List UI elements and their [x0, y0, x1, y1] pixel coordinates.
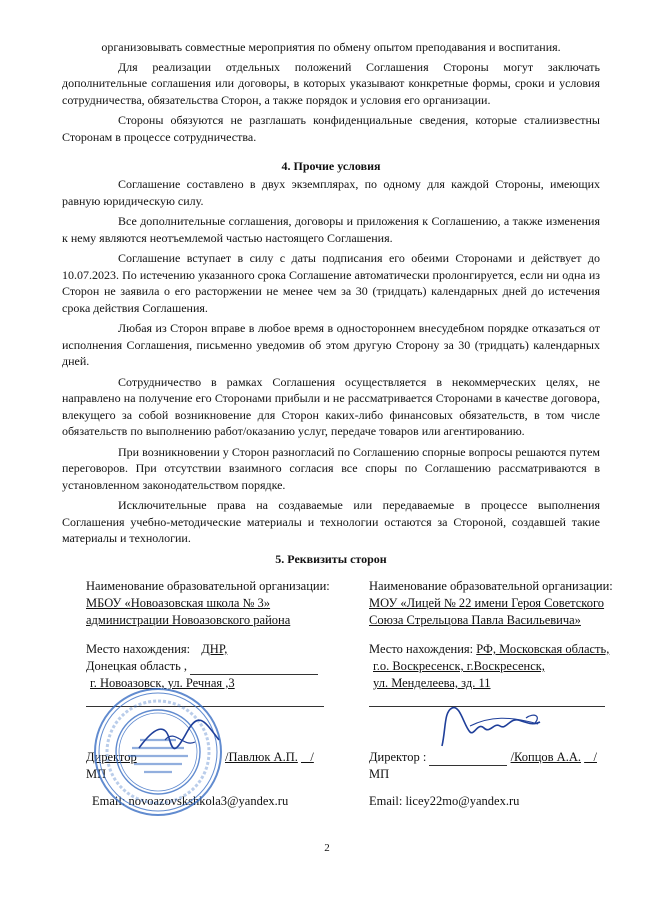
- blank-line: [369, 692, 605, 707]
- section-4-paragraph: Любая из Сторон вправе в любое время в одностороннем внесудебном порядке отказаться от исполнения Соглашения, письменно уведомив об этом другую Сторону за 30 (тридцать) календарных дней.: [62, 321, 600, 368]
- section-4-paragraph: Все дополнительные соглашения, договоры и приложения к Соглашению, а также изменения к нему являются неотъемлемой частью настоящего Соглашения.: [62, 214, 600, 245]
- location-value-2: г.о. Воскресенск, г.Воскресенск,: [373, 659, 545, 673]
- paragraph-continuation: организовывать совместные мероприятия по обмену опытом преподавания и воспитания.: [101, 40, 561, 54]
- org-label: Наименование образовательной организации:: [369, 579, 613, 593]
- email-text: Email: licey22mo@yandex.ru: [369, 794, 520, 808]
- agreement-body: [62, 39, 600, 570]
- location-row-3: [86, 675, 336, 692]
- mp-label: МП: [86, 767, 107, 781]
- party-right-requisites: [369, 578, 634, 810]
- mp-label: МП: [369, 767, 390, 781]
- director-label: Директор: [86, 750, 137, 764]
- blank-line: [86, 692, 324, 707]
- location-value-1: РФ, Московская область,: [476, 642, 610, 656]
- org-label: Наименование образовательной организации:: [86, 579, 330, 593]
- location-value-3: ул. Менделеева, зд. 11: [373, 676, 491, 690]
- paragraph-confidentiality: Стороны обязуются не разглашать конфиденциальные сведения, которые сталиизвестны Сторонам в процессе сотрудничества.: [62, 113, 600, 144]
- location-row-1: [369, 641, 634, 658]
- email-text: Email: novoazovskshkola3@yandex.ru: [92, 794, 289, 808]
- location-row-2: [369, 658, 634, 675]
- director-name: /Копцов А.А.: [510, 750, 581, 764]
- director-row: Директор /Павлюк А.П. /: [86, 750, 314, 764]
- paragraph-additional-agreements: Для реализации отдельных положений Соглашения Стороны могут заключать дополнительные соглашения или договоры, в которых указывают конкретные формы, сроки и условия сотрудничества, обязательства Сторон, а также порядок и условия его организации.: [62, 59, 600, 107]
- page-number: 2: [324, 842, 330, 854]
- director-row: Директор : /Копцов А.А. /: [369, 750, 597, 764]
- org-name-line-2: Союза Стрельцова Павла Васильевича»: [369, 613, 581, 627]
- section-5-title: 5. Реквизиты сторон: [275, 551, 387, 566]
- location-value-3: г. Новоазовск, ул. Речная ,3: [90, 676, 235, 690]
- location-label: Место нахождения:: [369, 642, 474, 656]
- location-row-1: [86, 641, 336, 658]
- section-4-paragraph: При возникновении у Сторон разногласий по Соглашению спорные вопросы решаются путем переговоров. При отсутствии взаимного согласия все споры по Соглашению рассматриваются в установленном законодательством порядке.: [62, 444, 600, 492]
- location-value-1: ДНР,: [201, 642, 228, 656]
- section-4-paragraph: Соглашение вступает в силу с даты подписания его обеими Сторонами и действует до 10.07.2023. По истечению указанного срока Соглашение автоматически пролонгируется, если ни одна из Сторон не заявила о его расторжении не менее чем за 30 (тридцать) календарных дней до истечения срока действия Соглашения.: [62, 251, 600, 315]
- org-name-line-2: администрации Новоазовского района: [86, 613, 291, 627]
- section-4-paragraph: Исключительные права на создаваемые или передаваемые в процессе выполнения Соглашения учебно-методические материалы и технологии остаются за Стороной, создавшей такие материалы и технологии.: [62, 498, 600, 545]
- party-left-requisites: [86, 578, 336, 810]
- location-row-2: [86, 658, 336, 675]
- section-4-paragraph: Сотрудничество в рамках Соглашения осуществляется в некоммерческих целях, не направлено на получение его Сторонами прибыли и не рассматривается Сторонами в качестве договора, влекущего за собой возникновение для Сторон каких-либо финансовых обязательств, в том числе обязательств по выполнению работ/оказанию услуг, передаче товаров или агентированию.: [62, 374, 600, 438]
- section-4-paragraph: Соглашение составлено в двух экземплярах, по одному для каждой Стороны, имеющих равную юридическую силу.: [62, 177, 600, 208]
- director-label: Директор :: [369, 750, 427, 764]
- org-name-line-1: МОУ «Лицей № 22 имени Героя Советского: [369, 596, 605, 610]
- location-label: Место нахождения:: [86, 642, 191, 656]
- director-name: /Павлюк А.П.: [224, 750, 298, 764]
- location-row-3: [369, 675, 634, 692]
- location-value-2: Донецкая область ,: [86, 659, 188, 673]
- section-4-title: 4. Прочие условия: [281, 159, 381, 173]
- org-name-line-1: МБОУ «Новоазовская школа № 3»: [86, 596, 271, 610]
